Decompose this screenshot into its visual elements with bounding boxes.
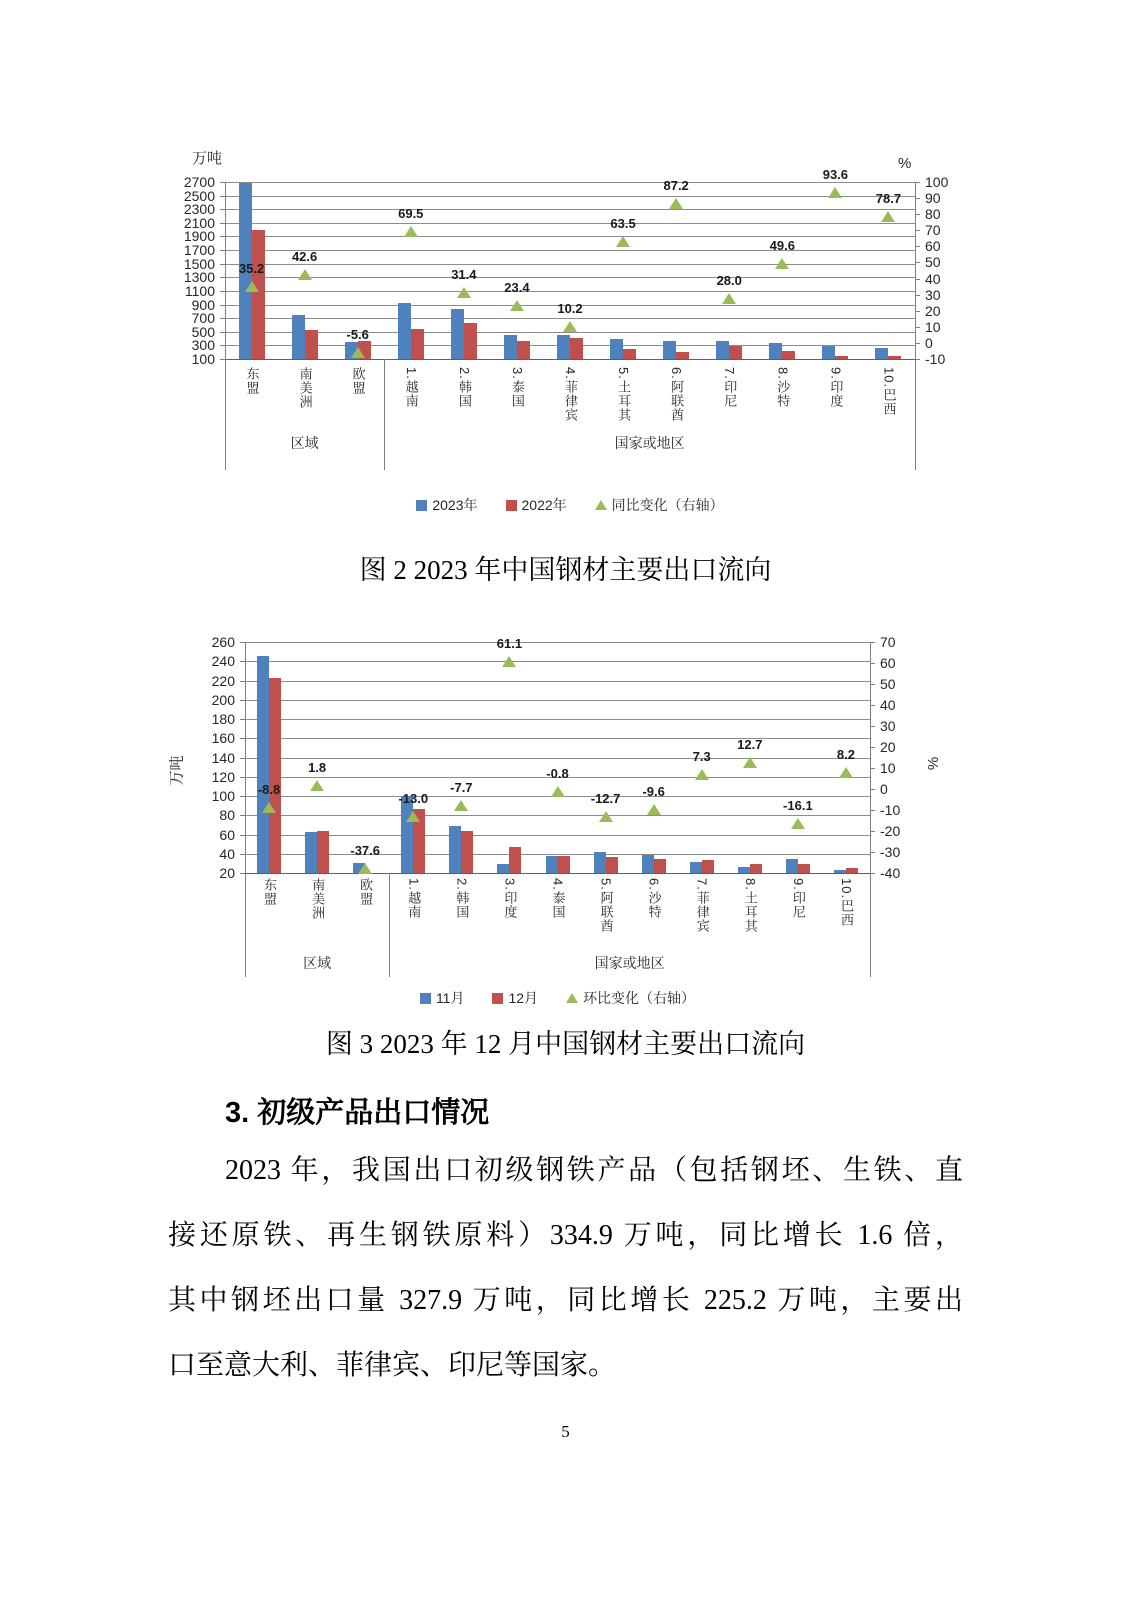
bar-series-0 xyxy=(822,346,835,359)
category-label-text: 6.沙特 xyxy=(646,878,662,919)
category-label xyxy=(485,878,533,958)
legend-item xyxy=(492,988,538,1008)
left-axis-tick: 100 xyxy=(191,351,215,367)
gridline xyxy=(245,661,870,662)
gridline xyxy=(225,223,915,224)
legend-triangle-swatch xyxy=(595,500,607,510)
bar-series-0 xyxy=(610,339,623,359)
legend-item xyxy=(566,988,695,1008)
category-label xyxy=(630,878,678,958)
left-axis-tick: 240 xyxy=(211,653,235,670)
right-axis-line xyxy=(915,182,916,470)
change-label: -9.6 xyxy=(642,784,665,800)
left-axis-tick: 2300 xyxy=(183,201,215,218)
change-marker xyxy=(262,802,276,813)
bar-series-0 xyxy=(305,832,317,873)
bar-series-1 xyxy=(846,868,858,873)
right-axis-tick: 100 xyxy=(925,174,949,190)
right-axis-tick: 30 xyxy=(880,718,896,734)
chart1-right-axis-title: % xyxy=(898,155,912,172)
legend-label: 11月 xyxy=(435,990,465,1006)
right-axis-tick: 10 xyxy=(880,760,896,776)
category-label-text: 欧盟 xyxy=(350,367,366,395)
bar-series-1 xyxy=(317,831,329,873)
legend-item xyxy=(420,988,465,1008)
change-label: 49.6 xyxy=(769,238,795,254)
change-label: -16.1 xyxy=(783,797,813,813)
change-label: -13.0 xyxy=(398,791,429,807)
right-axis-tick: 70 xyxy=(880,634,896,650)
change-marker xyxy=(310,780,324,791)
change-label: -37.6 xyxy=(350,842,380,858)
category-label xyxy=(341,878,389,958)
left-axis-tick: 140 xyxy=(211,749,235,766)
bar-series-0 xyxy=(546,856,558,873)
change-marker xyxy=(404,226,418,237)
change-marker xyxy=(743,757,757,768)
category-label-text: 5.阿联酋 xyxy=(598,878,614,933)
bar-series-1 xyxy=(411,329,424,359)
chart2-left-axis-title: 万吨 xyxy=(168,755,186,786)
right-axis-tick: 20 xyxy=(925,302,941,319)
figure2-caption: 图 2 2023 年中国钢材主要出口流向 xyxy=(359,555,772,585)
right-axis-tick: 0 xyxy=(925,334,933,351)
chart2-right-axis-title: % xyxy=(925,756,943,771)
gridline xyxy=(245,719,870,720)
change-label: -0.8 xyxy=(546,765,569,781)
gridline xyxy=(225,291,915,292)
chart-legend xyxy=(245,988,870,1008)
gridline xyxy=(245,681,870,682)
change-marker xyxy=(351,347,365,358)
page-number: 5 xyxy=(561,1422,570,1441)
bar-series-0 xyxy=(642,855,654,873)
category-label-text: 8.土耳其 xyxy=(742,878,758,933)
change-marker xyxy=(616,236,630,247)
left-axis-tick: 1900 xyxy=(183,228,215,245)
left-axis-tick: 1500 xyxy=(183,255,215,272)
right-axis-tick: 90 xyxy=(925,190,941,207)
gridline xyxy=(245,815,870,816)
right-axis-tick: -30 xyxy=(880,844,901,860)
gridline xyxy=(245,700,870,701)
change-label: -5.6 xyxy=(346,326,369,342)
category-label-text: 10.巴西 xyxy=(838,878,854,928)
category-label-text: 8.沙特 xyxy=(775,367,791,408)
gridline xyxy=(225,209,915,210)
right-axis-tick: -40 xyxy=(880,865,901,881)
bar-series-1 xyxy=(517,341,530,359)
change-marker xyxy=(454,800,468,811)
right-axis-tick: 60 xyxy=(925,238,941,255)
right-axis-tick: -10 xyxy=(880,802,901,818)
paragraph-line: 接还原铁、再生钢铁原料）334.9 万吨，同比增长 1.6 倍， xyxy=(168,1220,963,1251)
bar-series-0 xyxy=(557,335,570,359)
category-label xyxy=(293,878,341,958)
bar-series-1 xyxy=(835,356,848,359)
right-axis-tick: -10 xyxy=(925,351,946,367)
change-label: 7.3 xyxy=(692,748,711,764)
paragraph-line: 2023 年，我国出口初级钢铁产品（包括钢坯、生铁、直 xyxy=(225,1155,963,1186)
change-marker xyxy=(647,804,661,815)
bar-series-1 xyxy=(798,864,810,873)
gridline xyxy=(225,277,915,278)
left-axis-tick: 500 xyxy=(191,323,215,340)
figure2-chart xyxy=(150,145,960,535)
change-marker xyxy=(791,818,805,829)
legend-label: 12月 xyxy=(508,990,539,1006)
change-label: 42.6 xyxy=(291,249,318,265)
right-axis-tick: 30 xyxy=(925,286,941,303)
change-marker xyxy=(828,187,842,198)
change-marker xyxy=(881,211,895,222)
bar-series-1 xyxy=(888,356,901,359)
change-marker xyxy=(502,656,516,667)
bar-series-0 xyxy=(875,348,888,359)
right-axis-tick: 50 xyxy=(925,254,941,271)
legend-square-swatch xyxy=(420,993,431,1004)
change-marker xyxy=(245,281,259,292)
left-axis-tick: 160 xyxy=(211,730,235,747)
left-axis-tick: 220 xyxy=(211,672,235,689)
category-label-text: 东盟 xyxy=(262,878,278,906)
change-marker xyxy=(599,811,613,822)
bar-series-0 xyxy=(504,335,517,359)
left-axis-tick: 60 xyxy=(219,826,235,843)
bar-series-0 xyxy=(292,315,305,359)
change-label: 23.4 xyxy=(504,280,530,296)
change-label: 31.4 xyxy=(451,267,477,283)
category-label-text: 7.印尼 xyxy=(722,367,738,408)
category-label-text: 欧盟 xyxy=(358,878,374,906)
bar-series-1 xyxy=(676,352,689,359)
chart-legend xyxy=(225,495,915,515)
bar-series-0 xyxy=(716,341,729,359)
bar-series-1 xyxy=(464,323,477,359)
bar-series-0 xyxy=(497,864,509,873)
category-label xyxy=(678,878,726,958)
bar-series-1 xyxy=(782,351,795,359)
change-marker xyxy=(551,786,565,797)
right-axis-tick: -20 xyxy=(880,823,901,839)
bar-series-0 xyxy=(594,852,606,873)
left-axis-tick: 180 xyxy=(211,711,235,727)
change-label: 87.2 xyxy=(663,177,689,193)
change-label: -12.7 xyxy=(590,790,621,806)
bar-series-1 xyxy=(558,856,570,873)
bar-series-1 xyxy=(305,330,318,359)
legend-label: 同比变化（右轴） xyxy=(611,497,724,513)
bar-series-0 xyxy=(738,867,750,873)
change-marker xyxy=(406,811,420,822)
right-axis-tick: 80 xyxy=(925,206,941,223)
bar-series-1 xyxy=(606,857,618,873)
legend-item xyxy=(416,495,477,515)
gridline xyxy=(245,835,870,836)
change-label: 1.8 xyxy=(308,760,327,776)
category-label-text: 7.菲律宾 xyxy=(694,878,710,933)
bar-series-0 xyxy=(451,309,464,359)
left-axis-tick: 40 xyxy=(219,845,235,862)
category-label-text: 2.韩国 xyxy=(456,367,472,408)
bar-series-1 xyxy=(750,864,762,873)
gridline xyxy=(225,196,915,197)
bar-series-0 xyxy=(449,826,461,873)
right-axis-line xyxy=(870,642,871,977)
right-axis-tick: 20 xyxy=(880,739,896,755)
bar-series-0 xyxy=(834,870,846,873)
bar-series-0 xyxy=(401,796,413,873)
category-label-text: 东盟 xyxy=(244,367,260,395)
change-marker xyxy=(358,863,372,874)
bar-series-1 xyxy=(702,860,714,873)
left-axis-tick: 1300 xyxy=(183,269,215,286)
category-label xyxy=(389,878,437,958)
change-label: -8.8 xyxy=(257,782,281,798)
category-label xyxy=(245,878,293,958)
legend-label: 2023年 xyxy=(432,497,478,513)
change-label: 8.2 xyxy=(836,746,855,762)
change-marker xyxy=(839,767,853,778)
left-axis-tick: 100 xyxy=(211,788,235,804)
bar-series-1 xyxy=(252,230,265,359)
right-axis-tick: 0 xyxy=(880,781,888,797)
left-axis-tick: 1700 xyxy=(183,242,215,259)
section-heading: 3. 初级产品出口情况 xyxy=(225,1097,490,1129)
change-label: 10.2 xyxy=(557,301,583,317)
left-axis-tick: 2100 xyxy=(183,214,215,231)
category-label xyxy=(533,878,581,958)
chart1-left-axis-title: 万吨 xyxy=(192,150,223,167)
left-axis-tick: 260 xyxy=(211,634,235,650)
category-label-text: 2.韩国 xyxy=(454,878,470,919)
left-axis-tick: 300 xyxy=(191,337,215,354)
change-label: 69.5 xyxy=(398,206,424,222)
gridline xyxy=(225,318,915,319)
bar-series-1 xyxy=(461,831,473,873)
legend-square-swatch xyxy=(416,500,427,511)
legend-square-swatch xyxy=(506,500,517,511)
category-label-text: 5.土耳其 xyxy=(616,367,632,422)
category-label xyxy=(437,878,485,958)
bar-series-1 xyxy=(654,859,666,873)
legend-square-swatch xyxy=(492,993,503,1004)
right-axis-tick: 40 xyxy=(925,270,941,287)
left-axis-tick: 20 xyxy=(219,865,235,881)
category-label-text: 南美洲 xyxy=(310,878,326,920)
body-paragraph xyxy=(168,1138,963,1398)
right-axis-tick: 60 xyxy=(880,655,896,671)
gridline xyxy=(245,758,870,759)
category-label xyxy=(822,878,870,958)
bar-series-1 xyxy=(623,349,636,359)
change-label: 28.0 xyxy=(716,272,742,288)
left-axis-tick: 2500 xyxy=(183,187,215,204)
category-label-text: 3.印度 xyxy=(502,878,518,919)
category-label-text: 3.泰国 xyxy=(509,367,525,408)
category-label-text: 9.印尼 xyxy=(790,878,806,919)
bar-series-0 xyxy=(769,343,782,359)
gridline xyxy=(245,642,870,643)
bar-series-0 xyxy=(786,859,798,873)
change-marker xyxy=(510,300,524,311)
left-axis-tick: 900 xyxy=(191,296,215,313)
legend-label: 环比变化（右轴） xyxy=(583,990,696,1006)
bar-series-1 xyxy=(269,678,281,873)
change-marker xyxy=(298,269,312,280)
change-marker xyxy=(695,769,709,780)
right-axis-tick: 40 xyxy=(880,697,896,713)
category-label-text: 10.巴西 xyxy=(881,367,897,417)
category-label-text: 1.越南 xyxy=(403,367,419,408)
change-label: -7.7 xyxy=(450,780,473,796)
change-label: 35.2 xyxy=(238,261,265,277)
left-axis-tick: 1100 xyxy=(184,282,215,299)
bar-series-1 xyxy=(509,847,521,873)
legend-triangle-swatch xyxy=(566,993,578,1003)
gridline xyxy=(225,359,915,360)
bar-series-0 xyxy=(663,341,676,359)
right-axis-tick: 50 xyxy=(880,676,896,692)
group-label-country: 国家或地区 xyxy=(594,955,665,971)
bar-series-0 xyxy=(257,656,269,873)
group-label-region: 区域 xyxy=(303,955,332,971)
bar-series-1 xyxy=(729,346,742,359)
change-marker xyxy=(563,321,577,332)
group-label-region: 区域 xyxy=(290,435,319,451)
gridline xyxy=(245,873,870,874)
right-axis-tick: 10 xyxy=(925,318,941,335)
figure3-chart xyxy=(165,605,965,1015)
legend-item xyxy=(595,495,724,515)
paragraph-line: 口至意大利、菲律宾、印尼等国家。 xyxy=(168,1350,617,1381)
change-label: 61.1 xyxy=(496,635,523,651)
change-label: 12.7 xyxy=(737,737,763,753)
category-label-text: 4.泰国 xyxy=(550,878,566,919)
category-label-text: 1.越南 xyxy=(406,878,422,919)
change-marker xyxy=(457,287,471,298)
change-marker xyxy=(722,293,736,304)
legend-item xyxy=(506,495,567,515)
change-label: 93.6 xyxy=(822,167,849,183)
bar-series-0 xyxy=(690,862,702,873)
left-axis-tick: 2700 xyxy=(183,174,215,190)
category-label xyxy=(774,878,822,958)
left-axis-tick: 700 xyxy=(191,310,215,327)
paragraph-line: 其中钢坯出口量 327.9 万吨，同比增长 225.2 万吨，主要出 xyxy=(168,1285,963,1316)
category-label xyxy=(582,878,630,958)
left-axis-tick: 200 xyxy=(211,691,235,708)
right-axis-tick: 70 xyxy=(925,222,941,239)
change-marker xyxy=(775,258,789,269)
change-marker xyxy=(669,198,683,209)
left-axis-tick: 120 xyxy=(211,768,235,785)
category-label xyxy=(726,878,774,958)
category-label-text: 南美洲 xyxy=(297,367,313,409)
group-label-country: 国家或地区 xyxy=(614,435,685,451)
left-axis-tick: 80 xyxy=(219,807,235,824)
change-label: 78.7 xyxy=(875,191,902,207)
bar-series-1 xyxy=(570,338,583,359)
change-label: 63.5 xyxy=(610,215,636,231)
category-label-text: 9.印度 xyxy=(828,367,844,408)
category-label-text: 6.阿联酋 xyxy=(669,367,685,422)
bar-series-0 xyxy=(398,303,411,359)
category-label-text: 4.菲律宾 xyxy=(562,367,578,422)
legend-label: 2022年 xyxy=(521,497,567,513)
figure3-caption: 图 3 2023 年 12 月中国钢材主要出口流向 xyxy=(325,1029,806,1059)
